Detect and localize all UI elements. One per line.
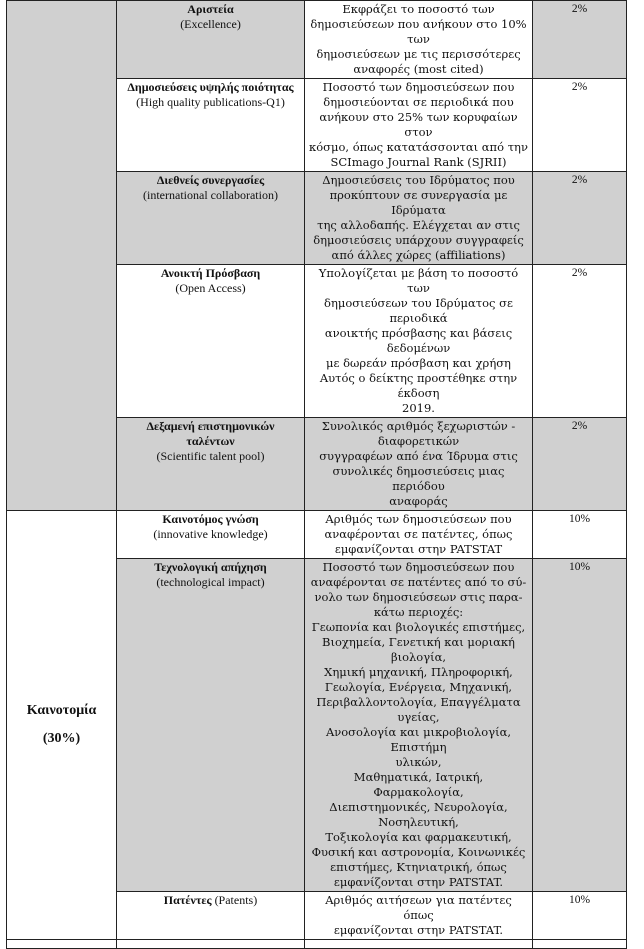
indicator-description: Δημοσιεύσεις του Ιδρύματος που προκύπτουν σε συνεργασία με Ιδρύματα της αλλοδαπής. Ελέγχεται αν στις δημοσιεύσεις υπάρχουν συγγραφείς από άλλες χώρες (affiliations) — [305, 172, 533, 265]
indicator-name: Ανοικτή Πρόσβαση — [160, 266, 261, 280]
table-row-cut — [7, 940, 627, 949]
indicator-name-cell — [117, 511, 305, 559]
indicator-name-cell — [117, 1, 305, 79]
indicator-english-name: (technological impact) — [156, 575, 265, 589]
document-page — [6, 0, 626, 937]
indicator-weight: 2% — [533, 172, 627, 265]
indicator-english-name: (innovative knowledge) — [153, 527, 268, 541]
table-row — [7, 511, 627, 559]
indicator-weight: 10% — [533, 559, 627, 892]
category-name: Καινοτομία — [26, 703, 97, 718]
indicator-description: Εκφράζει το ποσοστό των δημοσιεύσεων που ανήκουν στο 10% των δημοσιεύσεων με τις περισσότερες αναφορές (most cited) — [305, 1, 533, 79]
cut-cell — [305, 940, 533, 949]
category-cell-innovation — [7, 511, 117, 940]
indicator-name-cell — [117, 265, 305, 418]
indicator-weight: 2% — [533, 1, 627, 79]
indicator-english-name: (Scientific talent pool) — [156, 449, 265, 463]
indicators-table — [6, 0, 627, 949]
indicator-name: Δημοσιεύσεις υψηλής ποιότητας — [127, 80, 294, 94]
indicator-name: Αριστεία — [187, 2, 234, 16]
indicator-description: Αριθμός των δημοσιεύσεων που αναφέρονται σε πατέντες, όπως εμφανίζονται στην PATSTAT — [305, 511, 533, 559]
indicator-name-inline — [121, 893, 300, 908]
indicator-description: Αριθμός αιτήσεων για πατέντες όπως εμφανίζονται στην PATSTAT. — [305, 892, 533, 940]
indicator-name: Πατέντες — [163, 893, 212, 907]
indicator-weight: 2% — [533, 265, 627, 418]
indicator-name-cell — [117, 559, 305, 892]
indicator-weight: 10% — [533, 892, 627, 940]
table-row — [7, 1, 627, 79]
indicator-english-name: (Excellence) — [180, 17, 241, 31]
indicator-english-name: (High quality publications-Q1) — [136, 95, 285, 109]
indicator-name-cell — [117, 892, 305, 940]
indicator-description: Ποσοστό των δημοσιεύσεων που δημοσιεύονται σε περιοδικά που ανήκουν στο 25% των κορυφαίων στον κόσμο, όπως κατατάσσονται από την SCImago Journal Rank (SJRII) — [305, 79, 533, 172]
indicator-name: Διεθνείς συνεργασίες — [156, 173, 265, 187]
indicator-weight: 2% — [533, 418, 627, 511]
indicator-english-name: (Patents) — [214, 893, 258, 907]
indicator-weight: 2% — [533, 79, 627, 172]
indicator-name-cell — [117, 418, 305, 511]
indicator-description: Συνολικός αριθμός ξεχωριστών - διαφορετικών συγγραφέων από ένα Ίδρυμα στις συνολικές δημοσιεύσεις μιας περιόδου αναφοράς — [305, 418, 533, 511]
cut-cell — [7, 940, 117, 949]
cut-cell — [117, 940, 305, 949]
indicator-name: Τεχνολογική απήχηση — [154, 560, 267, 574]
indicator-description: Υπολογίζεται με βάση το ποσοστό των δημοσιεύσεων του Ιδρύματος σε περιοδικά ανοικτής πρόσβασης και βάσεις δεδομένων με δωρεάν πρόσβαση και χρήση Αυτός ο δείκτης προστέθηκε στην έκδοση 2019. — [305, 265, 533, 418]
indicator-english-name: (international collaboration) — [143, 188, 278, 202]
indicator-description: Ποσοστό των δημοσιεύσεων που αναφέρονται σε πατέντες από το σύ- νολο των δημοσιεύσεων στις παρα- κάτω περιοχές: Γεωπονία και βιολογικές επιστήμες, Βιοχημεία, Γενετική και μοριακή βιολογία, Χημική μηχανική, Πληροφορική, Γεωλογία, Ενέργεια, Μηχανική, Περιβαλλοντολογία, Επαγγέλματα υγείας, Ανοσολογία και μικροβιολογία, Επιστήμη υλικών, Μαθηματικά, Ιατρική, Φαρμακολογία, Διεπιστημονικές, Νευρολογία, Νοσηλευτική, Τοξικολογία και φαρμακευτική, Φυσική και αστρονομία, Κοινωνικές επιστήμες, Κτηνιατρική, όπως εμφανίζονται στην PATSTAT. — [305, 559, 533, 892]
category-cell-previous — [7, 1, 117, 511]
indicator-name: Δεξαμενή επιστημονικών ταλέντων — [146, 419, 275, 448]
indicator-name: Καινοτόμος γνώση — [162, 512, 259, 526]
indicator-name-cell — [117, 79, 305, 172]
indicator-english-name: (Open Access) — [175, 281, 246, 295]
indicator-name-cell — [117, 172, 305, 265]
category-weight: (30%) — [42, 731, 81, 746]
cut-cell — [533, 940, 627, 949]
indicator-weight: 10% — [533, 511, 627, 559]
